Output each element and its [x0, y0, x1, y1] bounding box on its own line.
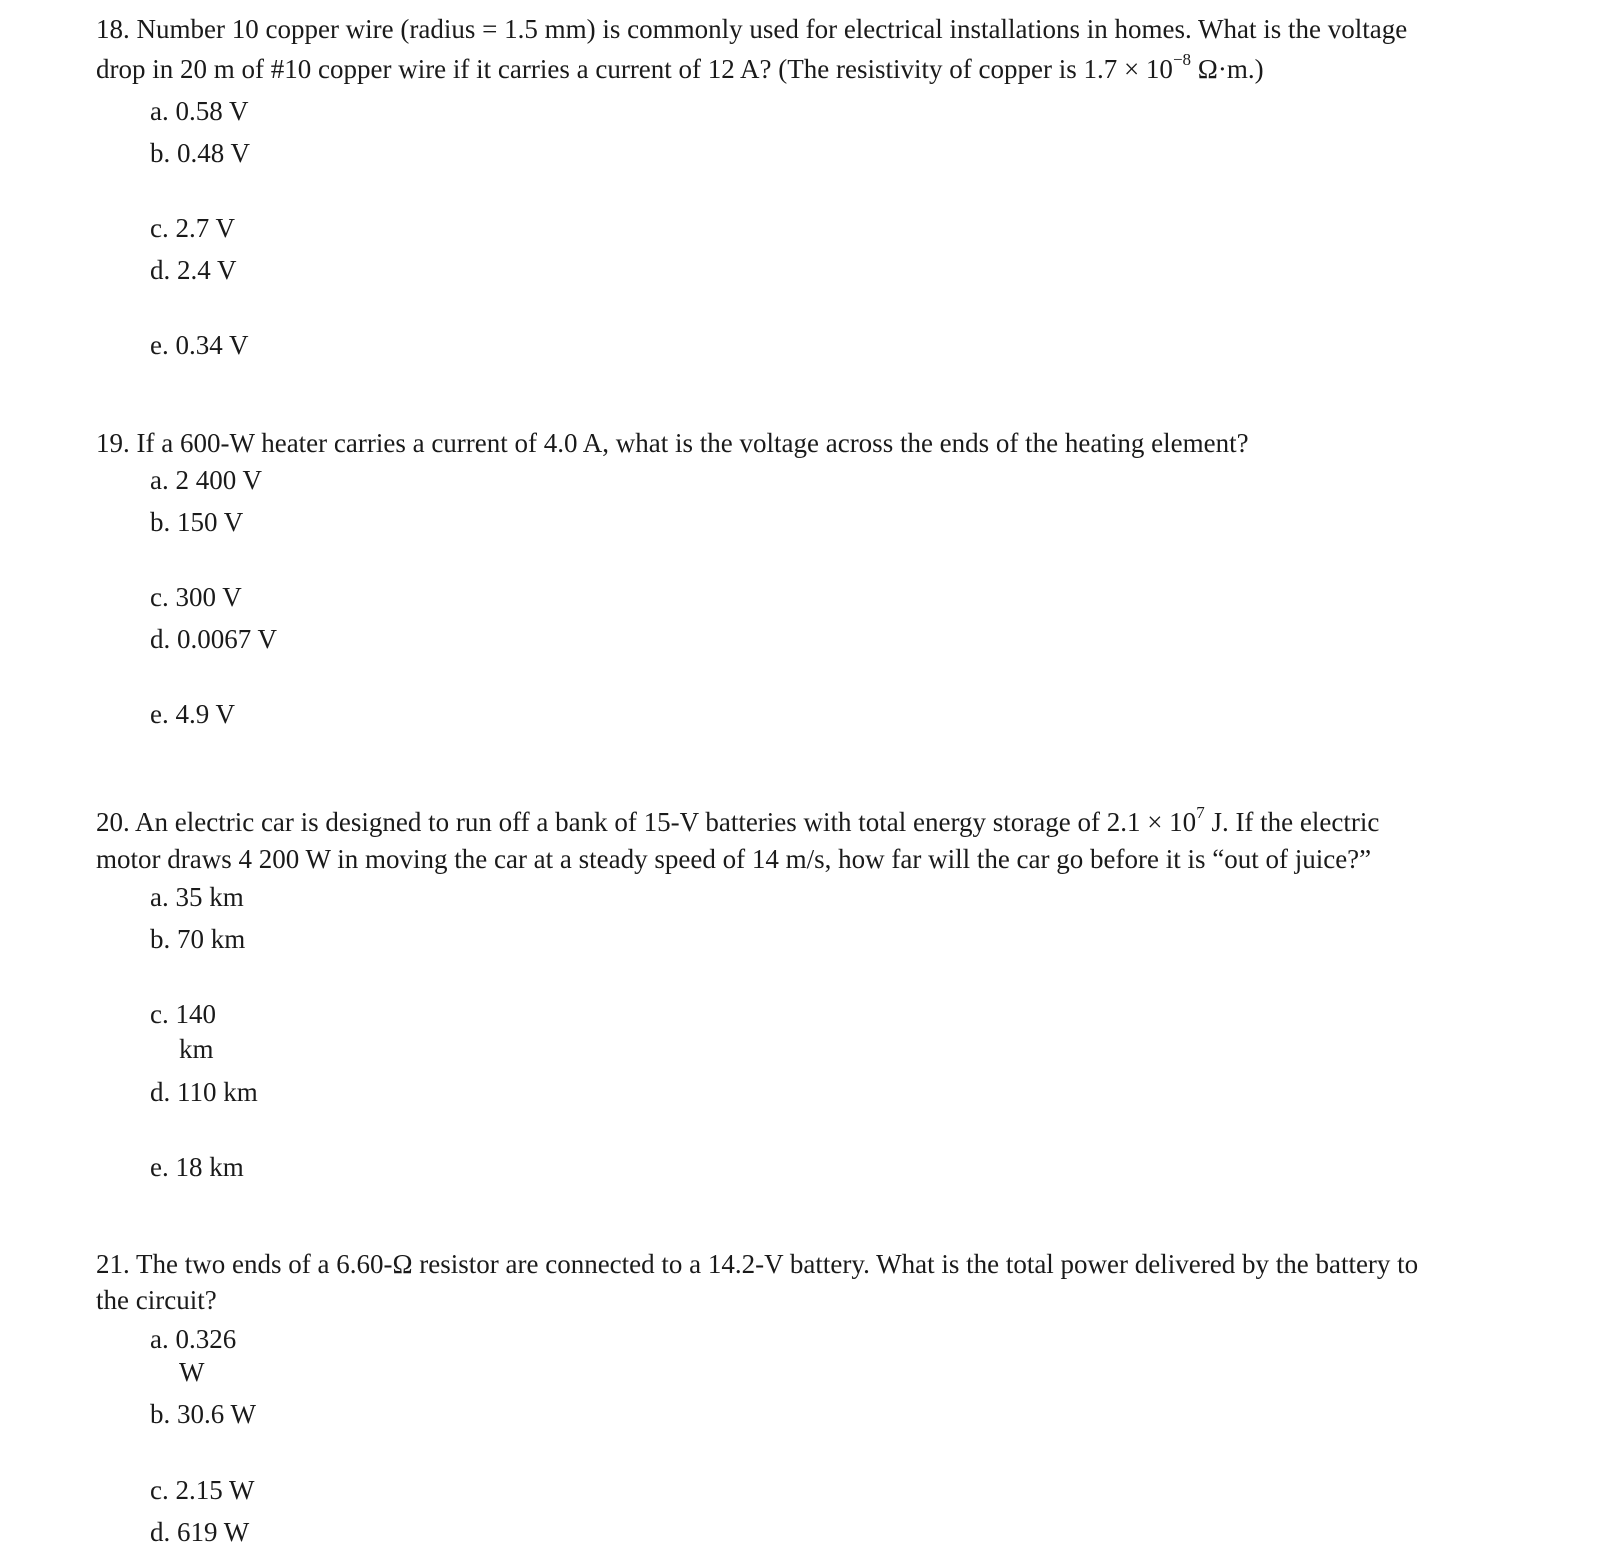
option-a: a. 2 400 V [150, 465, 262, 495]
question-20-stem-text: 20. An electric car is designed to run off a bank of 15-V batteries with total energy storage of 2.1 × 10 [96, 807, 1197, 837]
option-a-unit: W [179, 1357, 205, 1387]
option-c: c. 2.15 W [150, 1475, 255, 1505]
question-21-stem-line-2: the circuit? [96, 1285, 217, 1315]
question-20-stem-line-1 [96, 805, 1536, 839]
question-21-stem-line-1: 21. The two ends of a 6.60-Ω resistor are connected to a 14.2-V battery. What is the total power delivered by the battery to [96, 1249, 1419, 1279]
option-d: d. 2.4 V [150, 255, 237, 285]
option-e: e. 18 km [150, 1152, 244, 1182]
option-e: e. 0.34 V [150, 330, 249, 360]
option-d: d. 619 W [150, 1517, 250, 1547]
option-d: d. 110 km [150, 1077, 258, 1107]
question-18-stem-text: drop in 20 m of #10 copper wire if it carries a current of 12 A? (The resistivity of copper is 1.7 × 10 [96, 54, 1173, 84]
option-b: b. 0.48 V [150, 138, 251, 168]
option-b: b. 30.6 W [150, 1399, 256, 1429]
question-18-stem-line-1: 18. Number 10 copper wire (radius = 1.5 mm) is commonly used for electrical installations in homes. What is the voltage [96, 14, 1408, 44]
option-a: a. 35 km [150, 882, 244, 912]
option-b: b. 70 km [150, 924, 246, 954]
option-e: e. 4.9 V [150, 699, 235, 729]
exponent: −8 [1172, 50, 1192, 69]
option-c-unit: km [179, 1034, 214, 1064]
question-18-stem-unit: Ω·m.) [1191, 54, 1264, 84]
option-a: a. 0.58 V [150, 96, 249, 126]
option-b: b. 150 V [150, 507, 244, 537]
exponent: 7 [1196, 803, 1205, 822]
option-a: a. 0.326 [150, 1324, 237, 1354]
question-20-stem-line-2: motor draws 4 200 W in moving the car at a steady speed of 14 m/s, how far will the car go before it is “out of juice?” [96, 844, 1372, 874]
option-c: c. 2.7 V [150, 213, 235, 243]
option-d: d. 0.0067 V [150, 624, 278, 654]
option-c: c. 140 [150, 999, 216, 1029]
question-19-stem-line-1: 19. If a 600-W heater carries a current of 4.0 A, what is the voltage across the ends of the heating element? [96, 428, 1249, 458]
question-20-stem-unit: J. If the electric [1204, 807, 1380, 837]
question-18-stem-line-2 [96, 52, 1536, 86]
option-c: c. 300 V [150, 582, 242, 612]
